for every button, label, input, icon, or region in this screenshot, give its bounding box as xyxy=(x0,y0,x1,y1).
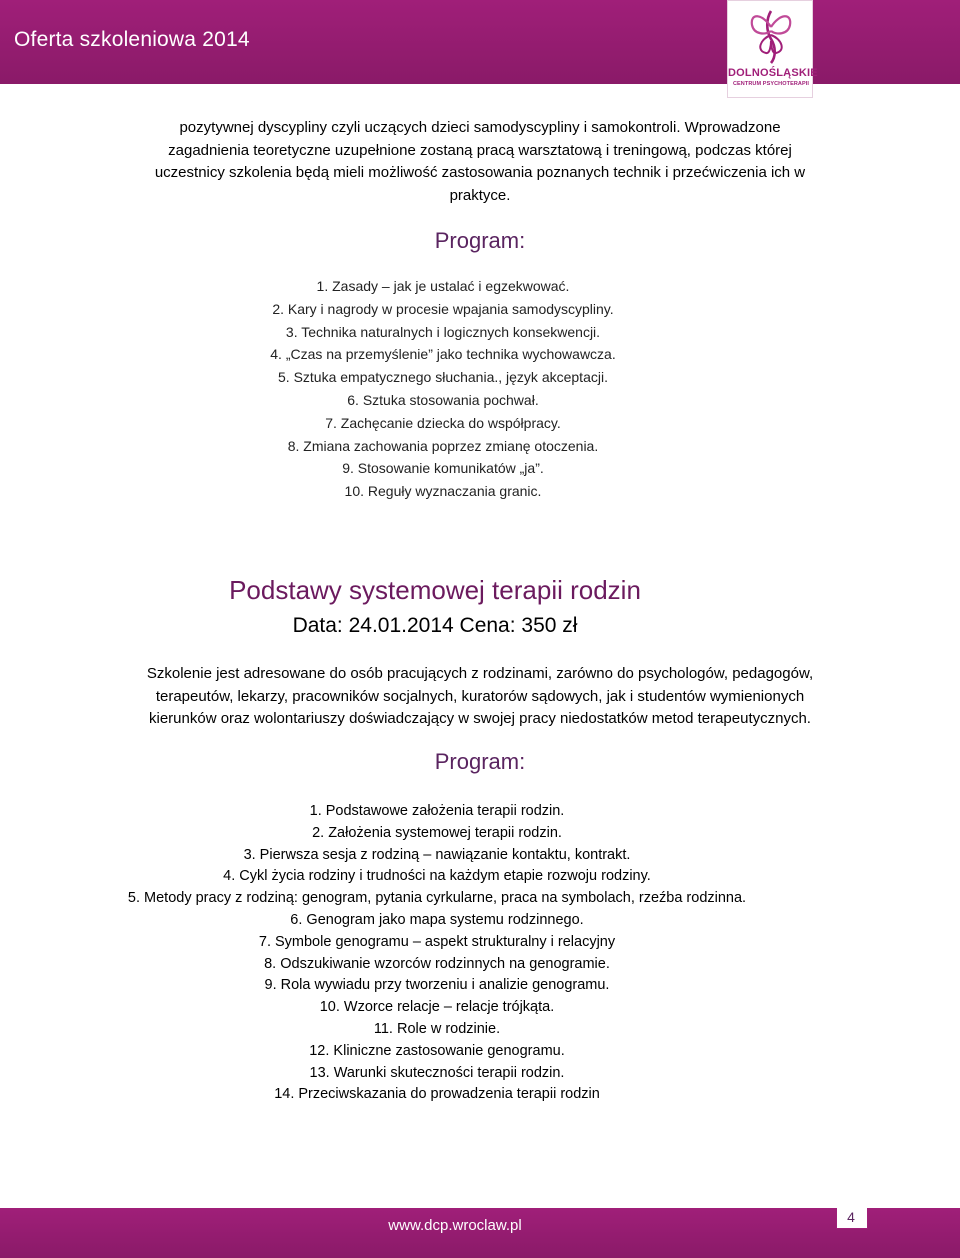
list-item: 12. Kliniczne zastosowanie genogramu. xyxy=(309,1042,565,1059)
footer-url: www.dcp.wroclaw.pl xyxy=(388,1217,522,1234)
butterfly-logo-icon xyxy=(740,5,802,67)
program-heading: Program: xyxy=(434,749,526,774)
page-number: 4 xyxy=(847,1209,855,1225)
list-item: 6. Genogram jako mapa systemu rodzinnego. xyxy=(290,911,584,928)
list-item: 7. Symbole genogramu – aspekt strukturalny i relacyjny xyxy=(258,933,616,950)
list-item: 2. Kary i nagrody w procesie wpajania samodyscypliny. xyxy=(272,300,614,317)
list-item: 3. Pierwsza sesja z rodziną – nawiązanie kontaktu, kontrakt. xyxy=(243,846,631,863)
intro-line: praktyce. xyxy=(449,186,511,204)
list-item: 10. Wzorce relacje – relacje trójkąta. xyxy=(319,999,555,1016)
logo-line1: DOLNOŚLĄSKIE xyxy=(728,67,818,79)
list-item: 5. Sztuka empatycznego słuchania., język akceptacji. xyxy=(278,369,608,386)
section-title: Podstawy systemowej terapii rodzin xyxy=(229,575,641,605)
list-item: 9. Stosowanie komunikatów „ja”. xyxy=(342,460,544,477)
list-item: 8. Zmiana zachowania poprzez zmianę otoczenia. xyxy=(287,437,599,454)
list-item: 11. Role w rodzinie. xyxy=(373,1020,501,1037)
list-item: 1. Podstawowe założenia terapii rodzin. xyxy=(309,803,565,819)
date-price: Data: 24.01.2014 Cena: 350 zł xyxy=(292,614,578,637)
list-item: 8. Odszukiwanie wzorców rodzinnych na genogramie. xyxy=(264,955,610,972)
list-item: 4. „Czas na przemyślenie” jako technika wychowawcza. xyxy=(270,346,616,363)
description-line: kierunków oraz wolontariuszy doświadczający w swojej pracy niedostatków metod terapeutycznych. xyxy=(149,710,811,727)
list-item: 1. Zasady – jak je ustalać i egzekwować. xyxy=(316,278,570,294)
list-item: 3. Technika naturalnych i logicznych konsekwencji. xyxy=(285,323,601,340)
intro-line: uczestnicy szkolenia będą mieli możliwość zastosowania poznanych technik i przećwiczenia ich w xyxy=(154,164,806,181)
header-title: Oferta szkoleniowa 2014 xyxy=(14,28,250,51)
description-paragraph xyxy=(60,663,900,731)
list-item: 6. Sztuka stosowania pochwał. xyxy=(347,391,539,408)
intro-paragraph xyxy=(60,117,900,207)
list-item: 7. Zachęcanie dziecka do współpracy. xyxy=(325,414,561,431)
program-heading: Program: xyxy=(434,228,526,253)
list-item: 10. Reguły wyznaczania granic. xyxy=(344,483,542,500)
description-line: terapeutów, lekarzy, pracowników socjalnych, kuratorów sądowych, jak i studentów wymienionych xyxy=(155,687,805,705)
logo-line2: CENTRUM PSYCHOTERAPII xyxy=(732,81,810,87)
list-item: 9. Rola wywiadu przy tworzeniu i analizie genogramu. xyxy=(264,977,610,994)
list-item: 13. Warunki skuteczności terapii rodzin. xyxy=(309,1064,565,1081)
program-list xyxy=(0,801,874,1106)
list-item: 14. Przeciwskazania do prowadzenia terapii rodzin xyxy=(274,1086,600,1103)
list-item: 2. Założenia systemowej terapii rodzin. xyxy=(312,824,562,841)
description-line: Szkolenie jest adresowane do osób pracujących z rodzinami, zarówno do psychologów, pedagogów, xyxy=(146,665,814,682)
intro-line: pozytywnej dyscypliny czyli uczących dzieci samodyscypliny i samokontroli. Wprowadzone xyxy=(179,119,781,136)
intro-line: zagadnienia teoretyczne uzupełnione zostaną pracą warsztatową i treningową, podczas której xyxy=(168,141,792,159)
list-item: 5. Metody pracy z rodziną: genogram, pytania cyrkularne, praca na symbolach, rzeźba rodzinna. xyxy=(127,890,747,907)
program-list xyxy=(0,275,886,503)
logo xyxy=(727,0,818,98)
list-item: 4. Cykl życia rodziny i trudności na każdym etapie rozwoju rodziny. xyxy=(223,868,651,885)
